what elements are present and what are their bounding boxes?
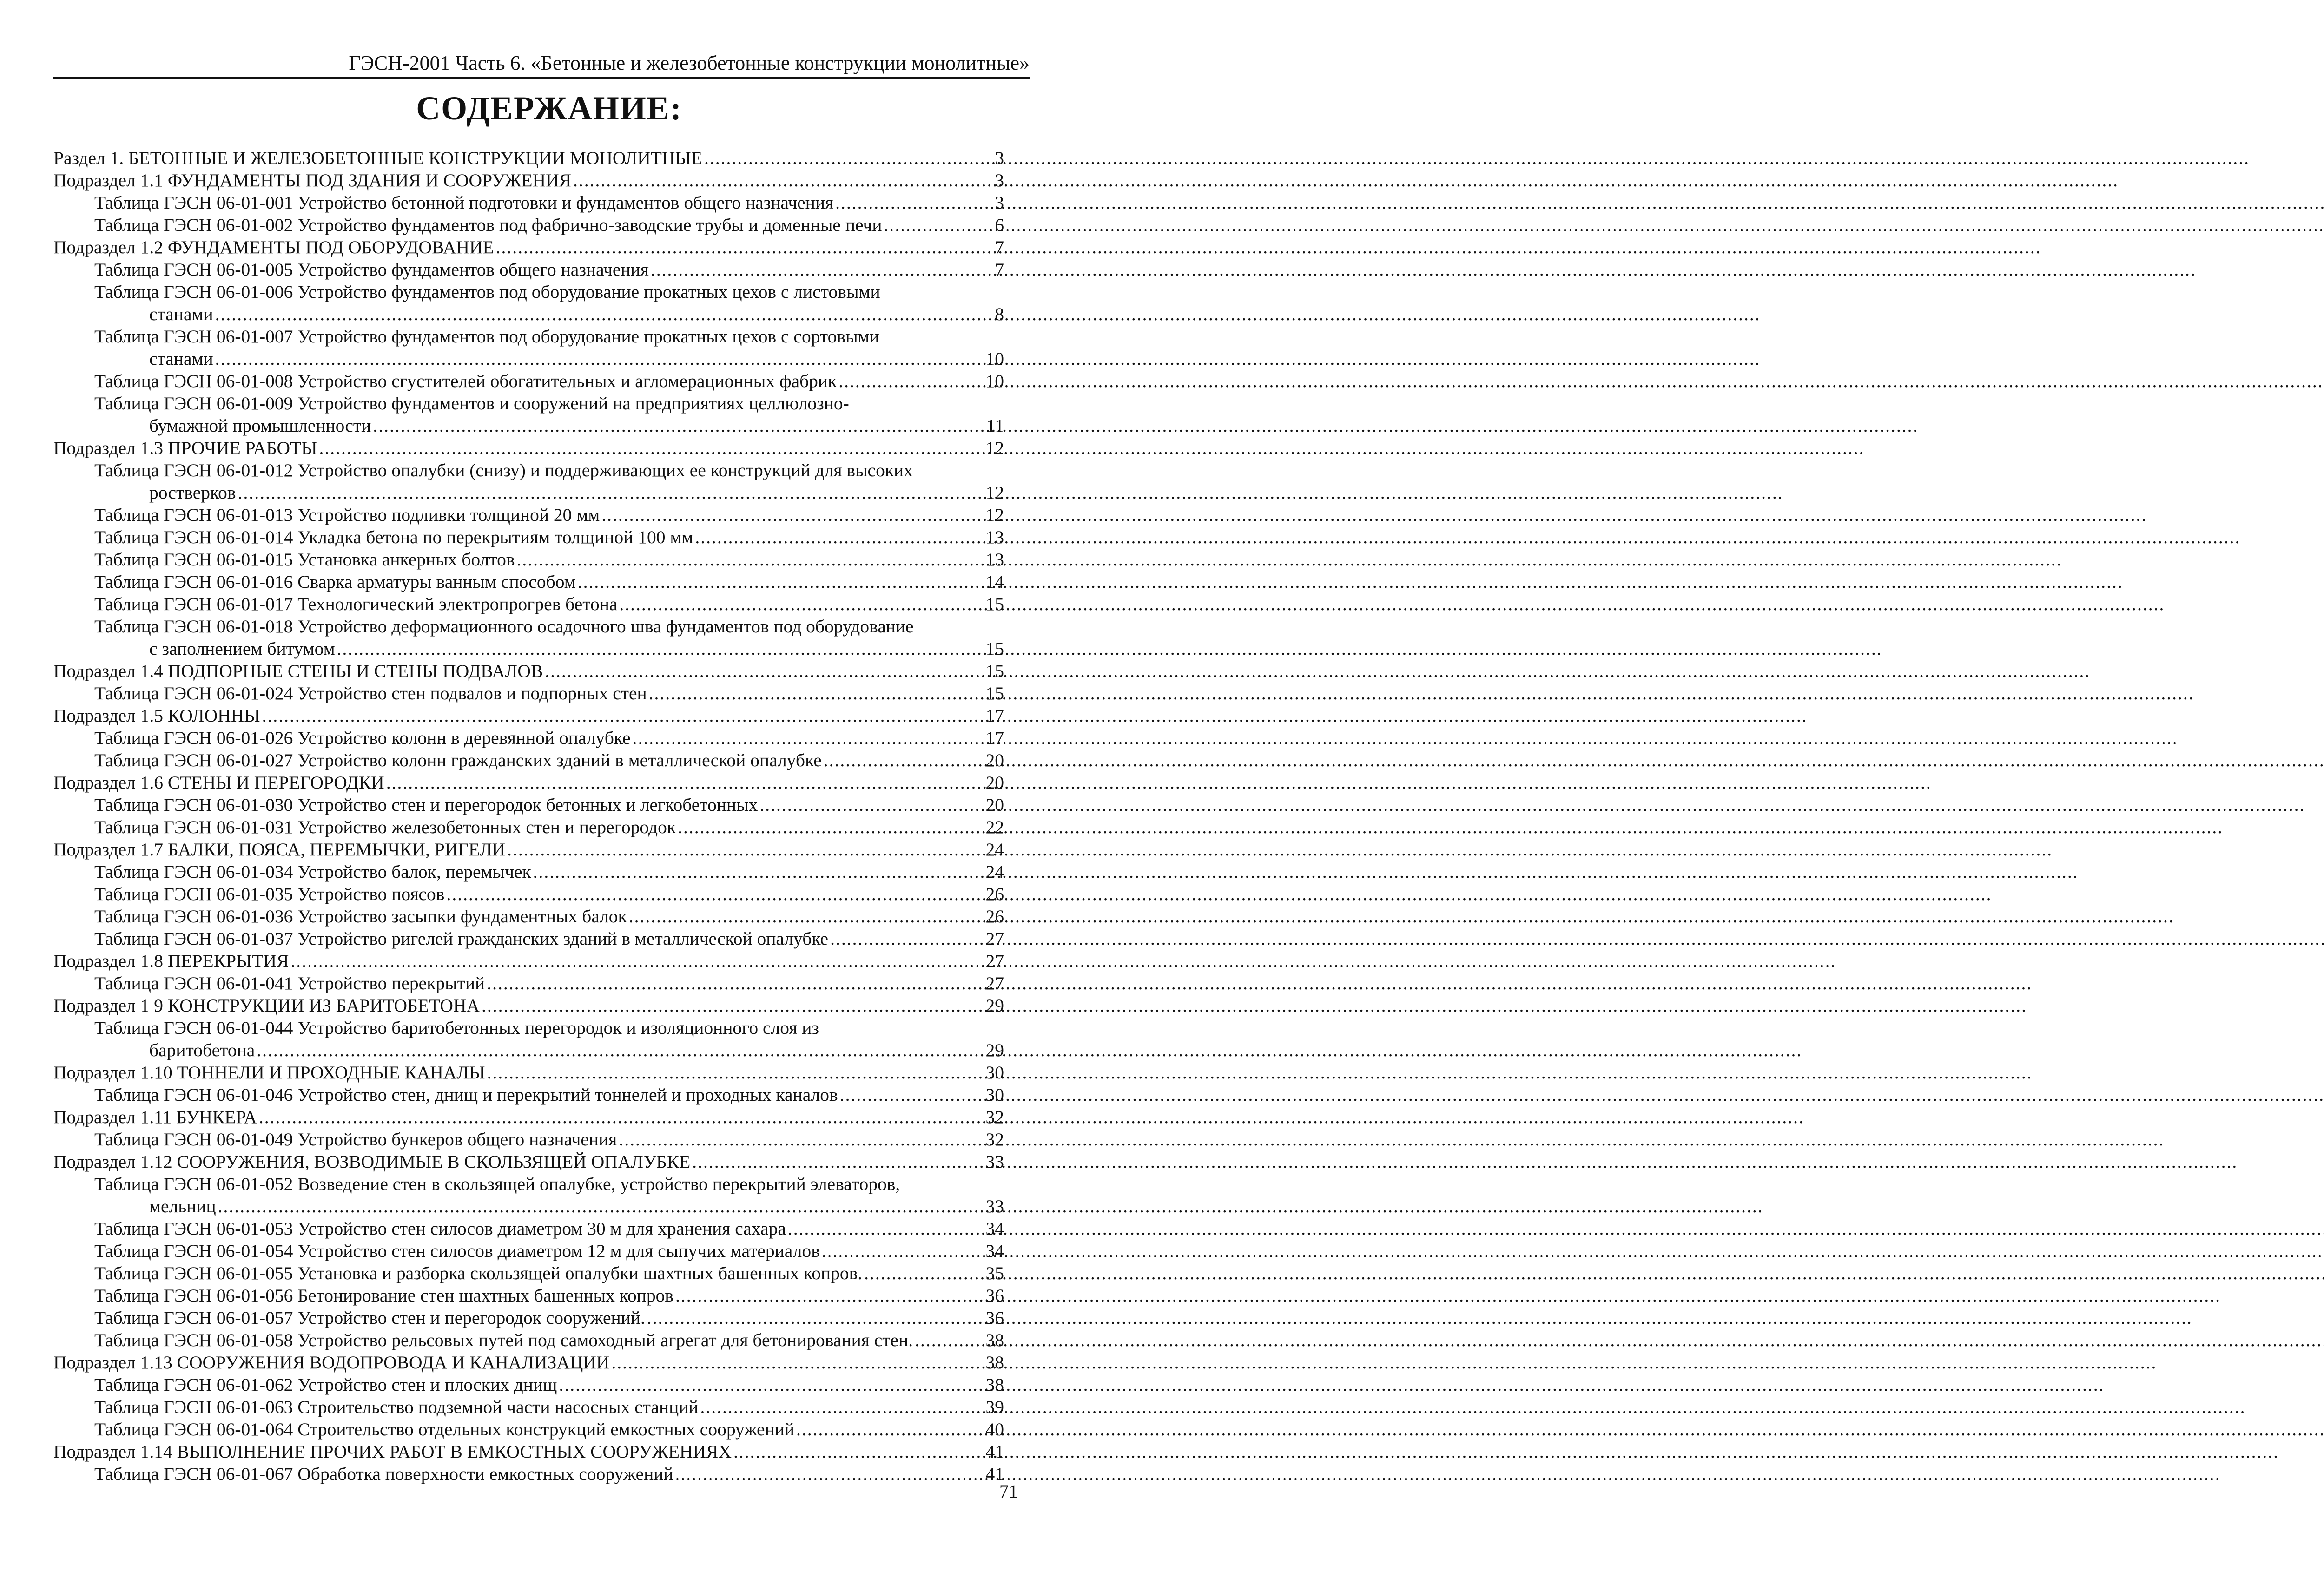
- toc-line: [53, 258, 1004, 281]
- toc-line: [53, 414, 1004, 437]
- dot-leader: [559, 1374, 984, 1396]
- toc-table-entry: [53, 1240, 1004, 1262]
- toc-entry-text: станами: [149, 348, 213, 369]
- toc-entry-text: Таблица ГЭСН 06-01-056 Бетонирование стен шахтных башенных копров: [94, 1285, 673, 1306]
- toc-entry-text: баритобетона: [149, 1040, 255, 1060]
- toc-page-number: 17: [985, 705, 1004, 726]
- toc-line: [53, 526, 1004, 548]
- toc-line: [53, 682, 1004, 704]
- toc-page-number: 34: [985, 1241, 1004, 1261]
- toc-entry-text: Таблица ГЭСН 06-01-018 Устройство деформационного осадочного шва фундаментов под оборудование: [94, 616, 914, 637]
- toc-page-number: 13: [985, 527, 1004, 547]
- dot-leader: [215, 303, 985, 325]
- toc-table-entry: [53, 325, 1004, 370]
- toc-table-entry: [53, 794, 1004, 816]
- toc-page-number: 41: [985, 1464, 1004, 1484]
- toc-entry-text: Подраздел 1.6 СТЕНЫ И ПЕРЕГОРОДКИ: [53, 772, 384, 793]
- toc-entry-text: Таблица ГЭСН 06-01-013 Устройство подливки толщиной 20 мм: [94, 505, 600, 525]
- toc-entry-text: Подраздел 1.3 ПРОЧИЕ РАБОТЫ: [53, 438, 317, 458]
- toc-line: [53, 1307, 1004, 1329]
- toc-table-entry: [53, 905, 1004, 927]
- toc-line: [53, 615, 1004, 638]
- dot-leader: [487, 972, 984, 994]
- toc-section-entry: [53, 169, 1004, 191]
- toc-table-entry: [53, 816, 1004, 838]
- toc-entry-text: Таблица ГЭСН 06-01-052 Возведение стен в скользящей опалубке, устройство перекрытий элеваторов,: [94, 1174, 900, 1194]
- toc-page-number: 40: [985, 1419, 1004, 1440]
- toc-entry-text: Таблица ГЭСН 06-01-058 Устройство рельсовых путей под самоходный агрегат для бетонирования стен.: [94, 1330, 913, 1350]
- toc-page-number: 20: [985, 795, 1004, 815]
- dot-leader: [629, 905, 984, 927]
- toc-table-entry: [53, 1173, 1004, 1217]
- toc-page-number: 24: [985, 839, 1004, 860]
- toc-line: [53, 794, 1004, 816]
- toc-section-entry: [53, 1106, 1004, 1128]
- toc-table-entry: [53, 370, 1004, 392]
- toc-line: [53, 348, 1004, 370]
- toc-table-entry: [53, 258, 1004, 281]
- toc-table-entry: [53, 1329, 1004, 1351]
- toc-line: [53, 704, 1004, 727]
- toc-line: [53, 727, 1004, 749]
- toc-entry-text: Таблица ГЭСН 06-01-055 Установка и разборка скользящей опалубки шахтных башенных копров.: [94, 1263, 863, 1283]
- toc-line: [53, 481, 1004, 504]
- dot-leader: [830, 927, 984, 950]
- toc-line: [53, 370, 1004, 392]
- toc-page-number: 17: [985, 728, 1004, 748]
- toc-entry-text: мельниц: [149, 1196, 216, 1216]
- toc-line: [53, 1463, 1004, 1485]
- dot-leader: [319, 437, 984, 459]
- dot-leader: [533, 861, 984, 883]
- toc-line: [53, 169, 1004, 191]
- toc-page-number: 10: [985, 348, 1004, 369]
- toc-line: [53, 905, 1004, 927]
- toc-line: [53, 950, 1004, 972]
- toc-section-entry: [53, 1440, 1004, 1463]
- toc-entry-text: Подраздел 1 9 КОНСТРУКЦИИ ИЗ БАРИТОБЕТОНА: [53, 995, 480, 1016]
- toc-entry-text: Подраздел 1.14 ВЫПОЛНЕНИЕ ПРОЧИХ РАБОТ В ЕМКОСТНЫХ СООРУЖЕНИЯХ: [53, 1441, 732, 1462]
- toc-table-entry: [53, 749, 1004, 771]
- dot-leader: [835, 191, 985, 214]
- dot-leader: [838, 370, 984, 392]
- dot-leader: [373, 414, 984, 437]
- dot-leader: [700, 1396, 984, 1418]
- dot-leader: [257, 1039, 984, 1061]
- toc-table-entry: [53, 571, 1004, 593]
- dot-leader: [619, 593, 984, 615]
- toc-entry-text: Таблица ГЭСН 06-01-030 Устройство стен и перегородок бетонных и легкобетонных: [94, 795, 758, 815]
- dot-leader: [915, 1329, 984, 1351]
- dot-leader: [259, 1106, 984, 1128]
- toc-line: [53, 1329, 1004, 1351]
- toc-line: [53, 1217, 1004, 1240]
- toc-entry-text: Таблица ГЭСН 06-01-034 Устройство балок, перемычек: [94, 861, 531, 882]
- toc-table-entry: [53, 927, 1004, 950]
- toc-entry-text: Таблица ГЭСН 06-01-014 Укладка бетона по перекрытиям толщиной 100 мм: [94, 527, 693, 547]
- toc-line: [53, 771, 1004, 794]
- toc-line: [53, 1106, 1004, 1128]
- toc-table-entry: [53, 1017, 1004, 1061]
- dot-leader: [796, 1418, 984, 1440]
- dot-leader: [496, 236, 985, 258]
- toc-page-number: 27: [985, 973, 1004, 993]
- toc-table-entry: [53, 1463, 1004, 1485]
- toc-page-number: 33: [985, 1151, 1004, 1172]
- toc-line: [53, 1017, 1004, 1039]
- toc-page-number: 15: [985, 638, 1004, 659]
- toc-entry-text: Таблица ГЭСН 06-01-054 Устройство стен силосов диаметром 12 м для сыпучих материалов: [94, 1241, 820, 1261]
- toc-line: [53, 1128, 1004, 1151]
- header-rule: [53, 77, 1030, 79]
- toc-line: [53, 281, 1004, 303]
- toc-entry-text: Раздел 1. БЕТОННЫЕ И ЖЕЛЕЗОБЕТОННЫЕ КОНСТРУКЦИИ МОНОЛИТНЫЕ: [53, 148, 703, 168]
- toc-page-number: 15: [985, 594, 1004, 614]
- toc-line: [53, 1351, 1004, 1374]
- dot-leader: [545, 660, 984, 682]
- toc-page-number: 12: [985, 505, 1004, 525]
- toc-entry-text: Подраздел 1.1 ФУНДАМЕНТЫ ПОД ЗДАНИЯ И СООРУЖЕНИЯ: [53, 170, 571, 191]
- toc-section-entry: [53, 950, 1004, 972]
- toc-page-number: 32: [985, 1129, 1004, 1150]
- toc-entry-text: бумажной промышленности: [149, 415, 371, 436]
- toc-line: [53, 1396, 1004, 1418]
- toc-line: [53, 1173, 1004, 1195]
- toc-entry-text: Подраздел 1.10 ТОННЕЛИ И ПРОХОДНЫЕ КАНАЛЫ: [53, 1062, 485, 1083]
- page-title: СОДЕРЖАНИЕ:: [416, 90, 682, 127]
- toc-entry-text: Таблица ГЭСН 06-01-012 Устройство опалубки (снизу) и поддерживающих ее конструкций для высоких: [94, 460, 913, 480]
- toc-entry-text: Таблица ГЭСН 06-01-062 Устройство стен и плоских днищ: [94, 1374, 557, 1395]
- dot-leader: [290, 950, 984, 972]
- toc-entry-text: Таблица ГЭСН 06-01-008 Устройство сгустителей обогатительных и агломерационных фабрик: [94, 371, 837, 391]
- table-of-contents: [53, 147, 1004, 1485]
- dot-leader: [386, 771, 984, 794]
- toc-entry-text: Таблица ГЭСН 06-01-035 Устройство поясов: [94, 884, 445, 904]
- toc-line: [53, 504, 1004, 526]
- dot-leader: [692, 1151, 984, 1173]
- toc-entry-text: Таблица ГЭСН 06-01-007 Устройство фундаментов под оборудование прокатных цехов с сортовыми: [94, 326, 879, 347]
- toc-entry-text: Таблица ГЭСН 06-01-027 Устройство колонн гражданских зданий в металлической опалубке: [94, 750, 822, 770]
- toc-entry-text: Подраздел 1.8 ПЕРЕКРЫТИЯ: [53, 951, 289, 971]
- toc-page-number: 33: [985, 1196, 1004, 1216]
- toc-line: [53, 303, 1004, 325]
- dot-leader: [864, 1262, 984, 1284]
- toc-table-entry: [53, 883, 1004, 905]
- toc-page-number: 10: [985, 371, 1004, 391]
- toc-page-number: 38: [985, 1352, 1004, 1373]
- toc-line: [53, 1084, 1004, 1106]
- toc-entry-text: Подраздел 1.11 БУНКЕРА: [53, 1107, 257, 1127]
- toc-page-number: 39: [985, 1397, 1004, 1417]
- dot-leader: [884, 214, 985, 236]
- toc-page-number: 8: [995, 304, 1004, 324]
- toc-page-number: 38: [985, 1330, 1004, 1350]
- toc-line: [53, 994, 1004, 1017]
- toc-entry-text: Таблица ГЭСН 06-01-009 Устройство фундаментов и сооружений на предприятиях целлюлозно-: [94, 393, 849, 414]
- toc-entry-text: Таблица ГЭСН 06-01-067 Обработка поверхности емкостных сооружений: [94, 1464, 673, 1484]
- toc-line: [53, 571, 1004, 593]
- dot-leader: [238, 481, 984, 504]
- toc-page-number: 12: [985, 482, 1004, 503]
- toc-entry-text: Подраздел 1.12 СООРУЖЕНИЯ, ВОЗВОДИМЫЕ В СКОЛЬЗЯЩЕЙ ОПАЛУБКЕ: [53, 1151, 691, 1172]
- toc-entry-text: Таблица ГЭСН 06-01-037 Устройство ригелей гражданских зданий в металлической опалубке: [94, 928, 829, 949]
- toc-line: [53, 1262, 1004, 1284]
- toc-table-entry: [53, 191, 1004, 214]
- dot-leader: [218, 1195, 984, 1217]
- toc-table-entry: [53, 1284, 1004, 1307]
- toc-page-number: 6: [995, 215, 1004, 235]
- toc-page-number: 7: [995, 259, 1004, 280]
- toc-section-entry: [53, 1151, 1004, 1173]
- dot-leader: [649, 682, 984, 704]
- dot-leader: [675, 1463, 984, 1485]
- toc-page-number: 36: [985, 1308, 1004, 1328]
- toc-page-number: 26: [985, 884, 1004, 904]
- toc-entry-text: Таблица ГЭСН 06-01-001 Устройство бетонной подготовки и фундаментов общего назначения: [94, 192, 834, 213]
- toc-entry-text: Таблица ГЭСН 06-01-005 Устройство фундаментов общего назначения: [94, 259, 649, 280]
- toc-page-number: 3: [995, 170, 1004, 191]
- toc-entry-text: ростверков: [149, 482, 236, 503]
- toc-table-entry: [53, 548, 1004, 571]
- toc-page-number: 7: [995, 237, 1004, 257]
- dot-leader: [578, 571, 984, 593]
- toc-line: [53, 972, 1004, 994]
- toc-page-number: 3: [995, 148, 1004, 168]
- toc-entry-text: Таблица ГЭСН 06-01-053 Устройство стен силосов диаметром 30 м для хранения сахара: [94, 1218, 786, 1239]
- toc-line: [53, 927, 1004, 950]
- toc-entry-text: Таблица ГЭСН 06-01-024 Устройство стен подвалов и подпорных стен: [94, 683, 647, 703]
- toc-entry-text: Таблица ГЭСН 06-01-063 Строительство подземной части насосных станций: [94, 1397, 699, 1417]
- toc-table-entry: [53, 392, 1004, 437]
- toc-line: [53, 593, 1004, 615]
- toc-entry-text: Таблица ГЭСН 06-01-015 Установка анкерных болтов: [94, 549, 515, 570]
- dot-leader: [651, 258, 985, 281]
- toc-page-number: 32: [985, 1107, 1004, 1127]
- toc-line: [53, 1195, 1004, 1217]
- toc-table-entry: [53, 972, 1004, 994]
- dot-leader: [446, 883, 984, 905]
- toc-line: [53, 392, 1004, 414]
- toc-page-number: 24: [985, 861, 1004, 882]
- toc-line: [53, 861, 1004, 883]
- dot-leader: [573, 169, 985, 191]
- toc-table-entry: [53, 459, 1004, 504]
- toc-line: [53, 1284, 1004, 1307]
- toc-page-number: 30: [985, 1085, 1004, 1105]
- toc-line: [53, 325, 1004, 348]
- toc-page-number: 11: [986, 415, 1004, 436]
- toc-line: [53, 548, 1004, 571]
- toc-entry-text: Таблица ГЭСН 06-01-057 Устройство стен и перегородок сооружений.: [94, 1308, 645, 1328]
- dot-leader: [824, 749, 984, 771]
- toc-page-number: 20: [985, 772, 1004, 793]
- toc-entry-text: Таблица ГЭСН 06-01-016 Сварка арматуры ванным способом: [94, 572, 576, 592]
- toc-line: [53, 1240, 1004, 1262]
- toc-entry-text: Подраздел 1.13 СООРУЖЕНИЯ ВОДОПРОВОДА И КАНАЛИЗАЦИИ: [53, 1352, 610, 1373]
- toc-table-entry: [53, 504, 1004, 526]
- toc-section-entry: [53, 660, 1004, 682]
- dot-leader: [695, 526, 984, 548]
- toc-page-number: 29: [985, 995, 1004, 1016]
- dot-leader: [619, 1128, 984, 1151]
- toc-section-entry: [53, 838, 1004, 861]
- toc-entry-text: станами: [149, 304, 213, 324]
- toc-section-entry: [53, 771, 1004, 794]
- toc-entry-text: Таблица ГЭСН 06-01-044 Устройство баритобетонных перегородок и изоляционного слоя из: [94, 1018, 819, 1038]
- toc-page-number: 12: [985, 438, 1004, 458]
- toc-table-entry: [53, 1262, 1004, 1284]
- toc-section-entry: [53, 1061, 1004, 1084]
- toc-line: [53, 236, 1004, 258]
- toc-page-number: 30: [985, 1062, 1004, 1083]
- toc-table-entry: [53, 593, 1004, 615]
- toc-entry-text: Подраздел 1.2 ФУНДАМЕНТЫ ПОД ОБОРУДОВАНИЕ: [53, 237, 494, 257]
- dot-leader: [262, 704, 984, 727]
- toc-page-number: 38: [985, 1374, 1004, 1395]
- dot-leader: [482, 994, 984, 1017]
- dot-leader: [517, 548, 984, 571]
- dot-leader: [337, 638, 984, 660]
- toc-table-entry: [53, 1128, 1004, 1151]
- toc-line: [53, 1374, 1004, 1396]
- toc-entry-text: Таблица ГЭСН 06-01-064 Строительство отдельных конструкций емкостных сооружений: [94, 1419, 794, 1440]
- toc-page-number: 27: [985, 928, 1004, 949]
- toc-line: [53, 1039, 1004, 1061]
- toc-table-entry: [53, 1217, 1004, 1240]
- dot-leader: [507, 838, 984, 861]
- dot-leader: [678, 816, 984, 838]
- dot-leader: [788, 1217, 984, 1240]
- toc-entry-text: Таблица ГЭСН 06-01-049 Устройство бункеров общего назначения: [94, 1129, 617, 1150]
- dot-leader: [215, 348, 984, 370]
- toc-entry-text: с заполнением битумом: [149, 638, 335, 659]
- toc-section-entry: [53, 994, 1004, 1017]
- dot-leader: [733, 1440, 984, 1463]
- dot-leader: [675, 1284, 984, 1307]
- toc-entry-text: Таблица ГЭСН 06-01-046 Устройство стен, днищ и перекрытий тоннелей и проходных каналов: [94, 1085, 838, 1105]
- toc-entry-text: Подраздел 1.4 ПОДПОРНЫЕ СТЕНЫ И СТЕНЫ ПОДВАЛОВ: [53, 661, 543, 681]
- toc-entry-text: Таблица ГЭСН 06-01-031 Устройство железобетонных стен и перегородок: [94, 817, 676, 837]
- toc-entry-text: Таблица ГЭСН 06-01-036 Устройство засыпки фундаментных балок: [94, 906, 627, 927]
- toc-line: [53, 816, 1004, 838]
- toc-line: [53, 147, 1004, 169]
- toc-entry-text: Таблица ГЭСН 06-01-017 Технологический электропрогрев бетона: [94, 594, 618, 614]
- toc-page-number: 15: [985, 683, 1004, 703]
- toc-page-number: 36: [985, 1285, 1004, 1306]
- dot-leader: [822, 1240, 984, 1262]
- toc-section-entry: [53, 704, 1004, 727]
- toc-table-entry: [53, 615, 1004, 660]
- toc-page-number: 15: [985, 661, 1004, 681]
- toc-page-number: 41: [985, 1441, 1004, 1462]
- toc-entry-text: Подраздел 1.5 КОЛОННЫ: [53, 705, 260, 726]
- toc-page-number: 13: [985, 549, 1004, 570]
- toc-entry-text: Таблица ГЭСН 06-01-041 Устройство перекрытий: [94, 973, 485, 993]
- toc-line: [53, 214, 1004, 236]
- toc-page-number: 22: [985, 817, 1004, 837]
- dot-leader: [704, 147, 985, 169]
- toc-table-entry: [53, 281, 1004, 325]
- toc-line: [53, 191, 1004, 214]
- toc-line: [53, 1440, 1004, 1463]
- toc-line: [53, 638, 1004, 660]
- toc-entry-text: Таблица ГЭСН 06-01-002 Устройство фундаментов под фабрично-заводские трубы и доменные печи: [94, 215, 882, 235]
- page-number: 71: [999, 1481, 1018, 1502]
- toc-table-entry: [53, 682, 1004, 704]
- dot-leader: [647, 1307, 984, 1329]
- toc-page-number: 29: [985, 1040, 1004, 1060]
- toc-line: [53, 437, 1004, 459]
- toc-line: [53, 749, 1004, 771]
- toc-page-number: 14: [985, 572, 1004, 592]
- toc-page-number: 27: [985, 951, 1004, 971]
- toc-table-entry: [53, 1396, 1004, 1418]
- running-header: ГЭСН-2001 Часть 6. «Бетонные и железобетонные конструкции монолитные»: [349, 52, 1030, 74]
- toc-line: [53, 883, 1004, 905]
- toc-page-number: 26: [985, 906, 1004, 927]
- toc-table-entry: [53, 861, 1004, 883]
- toc-line: [53, 660, 1004, 682]
- toc-page-number: 34: [985, 1218, 1004, 1239]
- toc-line: [53, 1418, 1004, 1440]
- toc-entry-text: Подраздел 1.7 БАЛКИ, ПОЯСА, ПЕРЕМЫЧКИ, РИГЕЛИ: [53, 839, 506, 860]
- dot-leader: [487, 1061, 984, 1084]
- toc-page-number: 3: [995, 192, 1004, 213]
- toc-table-entry: [53, 727, 1004, 749]
- toc-line: [53, 459, 1004, 481]
- toc-section-entry: [53, 147, 1004, 169]
- toc-entry-text: Таблица ГЭСН 06-01-006 Устройство фундаментов под оборудование прокатных цехов с листовыми: [94, 282, 880, 302]
- toc-line: [53, 838, 1004, 861]
- toc-table-entry: [53, 1307, 1004, 1329]
- dot-leader: [633, 727, 984, 749]
- dot-leader: [611, 1351, 984, 1374]
- toc-entry-text: Таблица ГЭСН 06-01-026 Устройство колонн в деревянной опалубке: [94, 728, 631, 748]
- dot-leader: [759, 794, 984, 816]
- toc-section-entry: [53, 437, 1004, 459]
- toc-table-entry: [53, 214, 1004, 236]
- toc-section-entry: [53, 1351, 1004, 1374]
- dot-leader: [601, 504, 984, 526]
- toc-line: [53, 1061, 1004, 1084]
- toc-page-number: 35: [985, 1263, 1004, 1283]
- toc-section-entry: [53, 236, 1004, 258]
- toc-page-number: 20: [985, 750, 1004, 770]
- toc-table-entry: [53, 1374, 1004, 1396]
- toc-line: [53, 1151, 1004, 1173]
- dot-leader: [840, 1084, 984, 1106]
- toc-table-entry: [53, 526, 1004, 548]
- toc-table-entry: [53, 1084, 1004, 1106]
- toc-table-entry: [53, 1418, 1004, 1440]
